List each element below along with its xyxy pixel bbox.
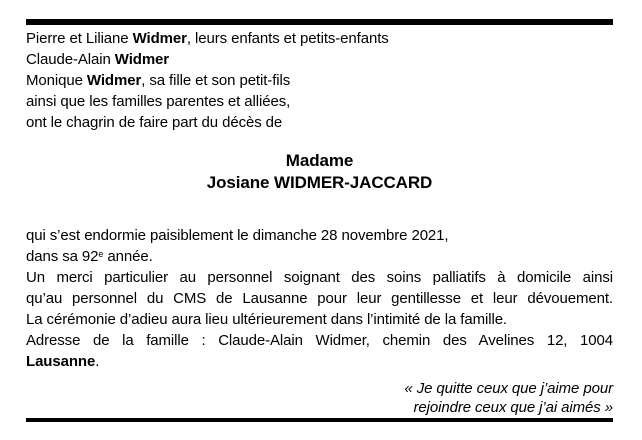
text-run: dans sa 92 bbox=[26, 248, 99, 265]
notice-content bbox=[26, 19, 613, 422]
text-run: La cérémonie d’adieu aura lieu ultérieurement dans l’intimité de la famille. bbox=[26, 311, 507, 328]
text-line bbox=[26, 172, 613, 194]
text-run: qui s’est endormie paisiblement le dimanche 28 novembre 2021, bbox=[26, 227, 449, 244]
notice-body bbox=[26, 225, 613, 372]
text-run: Widmer bbox=[114, 51, 170, 68]
text-line bbox=[26, 225, 613, 246]
text-line bbox=[26, 379, 613, 398]
text-run: Lausanne bbox=[26, 353, 96, 370]
top-rule bbox=[26, 19, 613, 25]
memorial-quote bbox=[26, 379, 613, 417]
text-run: Josiane WIDMER-JACCARD bbox=[206, 173, 433, 192]
text-run: ont le chagrin de faire part du décès de bbox=[26, 114, 283, 131]
text-line bbox=[26, 246, 613, 267]
text-run: ainsi que les familles parentes et alliées, bbox=[26, 93, 291, 110]
text-run: Un merci particulier au personnel soignant des soins palliatifs à domicile ainsi bbox=[26, 269, 613, 286]
text-run: Widmer bbox=[86, 72, 142, 89]
text-run: Adresse de la famille : Claude-Alain Widmer, chemin des Avelines 12, 1004 bbox=[26, 332, 613, 349]
deceased-title bbox=[26, 150, 613, 194]
text-line bbox=[26, 150, 613, 172]
text-run: année. bbox=[103, 248, 153, 265]
text-line bbox=[26, 398, 613, 417]
text-run: . bbox=[95, 353, 100, 370]
text-run: Claude-Alain bbox=[26, 51, 115, 68]
text-run: e bbox=[98, 249, 104, 259]
text-line bbox=[26, 112, 613, 133]
text-run: , sa fille et son petit-fils bbox=[141, 72, 291, 89]
text-line bbox=[26, 49, 613, 70]
family-intro bbox=[26, 28, 613, 133]
text-line bbox=[26, 309, 613, 330]
text-line bbox=[26, 330, 613, 351]
text-line bbox=[26, 351, 613, 372]
text-run: Monique bbox=[26, 72, 87, 89]
text-run: rejoindre ceux que j’ai aimés » bbox=[413, 399, 613, 416]
text-line bbox=[26, 288, 613, 309]
text-line bbox=[26, 70, 613, 91]
text-line bbox=[26, 91, 613, 112]
text-run: Pierre et Liliane bbox=[26, 30, 133, 47]
text-line bbox=[26, 28, 613, 49]
text-line bbox=[26, 267, 613, 288]
text-run: , leurs enfants et petits-enfants bbox=[186, 30, 389, 47]
bottom-rule bbox=[26, 418, 613, 422]
text-run: « Je quitte ceux que j’aime pour bbox=[404, 380, 613, 397]
text-run: Madame bbox=[285, 151, 354, 170]
text-run: Widmer bbox=[132, 30, 187, 47]
text-run: qu’au personnel du CMS de Lausanne pour leur gentillesse et leur dévouement. bbox=[26, 290, 613, 307]
